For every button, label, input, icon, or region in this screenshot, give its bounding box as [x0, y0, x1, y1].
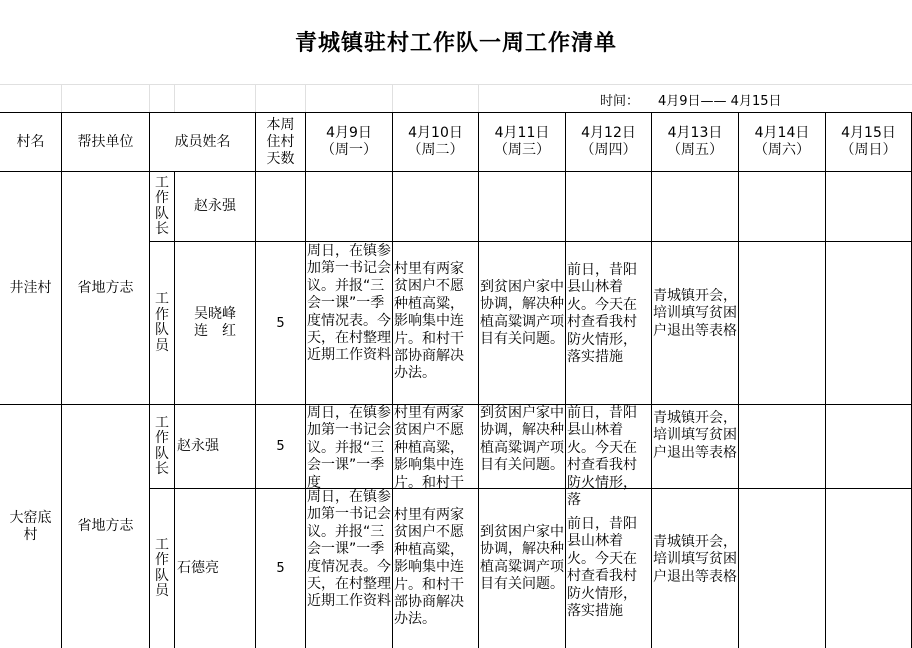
header-days [256, 113, 305, 171]
member-name: 赵永强 [177, 438, 219, 454]
role-member: 工作队员 [155, 536, 169, 599]
header-date: 4月11日 [494, 125, 550, 141]
work-note: 前日，昔阳县山林着火。今天在村查看我村防火情形，落实措施 [567, 516, 637, 620]
header-date-3 [566, 113, 651, 171]
header-date-4 [652, 113, 738, 171]
header-weekday: （周六） [754, 142, 810, 158]
work-note: 到贫困户家中协调，解决种植高粱调产项目有关问题。 [480, 524, 564, 593]
days-count: 5 [276, 439, 285, 454]
village-name: 井洼村 [9, 279, 52, 296]
village-name: 大窑底村 [9, 509, 52, 543]
header-days-line2: 住村 [266, 133, 295, 150]
work-note: 前日，昔阳县山林着火。今天在村查看我村防火情形，落 [567, 405, 637, 509]
header-date-1 [393, 113, 478, 171]
header-unit: 帮扶单位 [77, 133, 134, 150]
work-note: 青城镇开会，培训填写贫困户退出等表格 [653, 288, 737, 339]
work-note: 村里有两家贫困户不愿种植高粱，影响集中连片。和村干部协商解决办法。 [394, 507, 464, 628]
member-names [175, 242, 255, 404]
header-date-5 [739, 113, 825, 171]
role-leader: 工作队长 [155, 174, 169, 237]
member-name: 赵永强 [194, 198, 236, 214]
work-note: 青城镇开会，培训填写贫困户退出等表格 [653, 534, 737, 585]
member-name: 连 红 [194, 323, 236, 339]
member-name: 石德亮 [177, 560, 219, 576]
header-date: 4月14日 [754, 125, 810, 141]
work-note: 到贫困户家中协调，解决种植高粱调产项目有关问题。 [480, 279, 564, 348]
header-date: 4月13日 [667, 125, 723, 141]
header-days-line1: 本周 [266, 116, 295, 133]
days-count: 5 [276, 315, 285, 331]
sheet-title: 青城镇驻村工作队一周工作清单 [294, 31, 617, 56]
header-date: 4月10日 [408, 125, 463, 141]
time-label: 时间： [600, 94, 640, 109]
header-date: 4月9日 [326, 125, 372, 141]
work-note: 前日，昔阳县山林着火。今天在村查看我村防火情形，落实措施 [567, 262, 637, 366]
member-name: 吴晓峰 [194, 306, 236, 322]
work-note: 周日，在镇参加第一书记会议。并报“三会一课”一季度情况表。今天，在村整理近期工作资料 [307, 243, 391, 364]
header-date: 4月15日 [841, 125, 896, 141]
header-date-0 [306, 113, 392, 171]
support-unit: 省地方志 [77, 279, 134, 296]
header-weekday: （周五） [667, 142, 723, 158]
header-village: 村名 [16, 133, 45, 150]
header-date-2 [479, 113, 565, 171]
header-weekday: （周四） [580, 142, 637, 158]
time-range: 4月9日—— 4月15日 [658, 94, 782, 109]
role-leader: 工作队长 [155, 414, 169, 477]
work-note: 周日，在镇参加第一书记会议。并报“三会一课”一季度情况表。今天，在村整理近期工作资料 [307, 489, 391, 610]
work-note: 村里有两家贫困户不愿种植高粱，影响集中连片。和村干部协商解决办法。 [394, 261, 464, 382]
role-member: 工作队员 [155, 291, 169, 354]
header-weekday: （周一） [321, 142, 377, 158]
work-note: 青城镇开会，培训填写贫困户退出等表格 [653, 410, 737, 461]
work-note: 村里有两家贫困户不愿种植高粱，影响集中连片。和村干 [394, 405, 464, 491]
header-weekday: （周三） [494, 142, 550, 158]
header-date: 4月12日 [581, 125, 636, 141]
header-weekday: （周日） [840, 142, 897, 158]
support-unit: 省地方志 [77, 518, 134, 534]
header-date-6 [826, 113, 911, 171]
work-note: 周日，在镇参加第一书记会议。并报“三会一课”一季度 [307, 405, 391, 491]
header-weekday: （周二） [407, 142, 464, 158]
header-members: 成员姓名 [174, 133, 231, 150]
work-note: 到贫困户家中协调，解决种植高粱调产项目有关问题。 [480, 405, 564, 474]
header-days-line3: 天数 [266, 150, 295, 167]
days-count: 5 [276, 561, 285, 576]
